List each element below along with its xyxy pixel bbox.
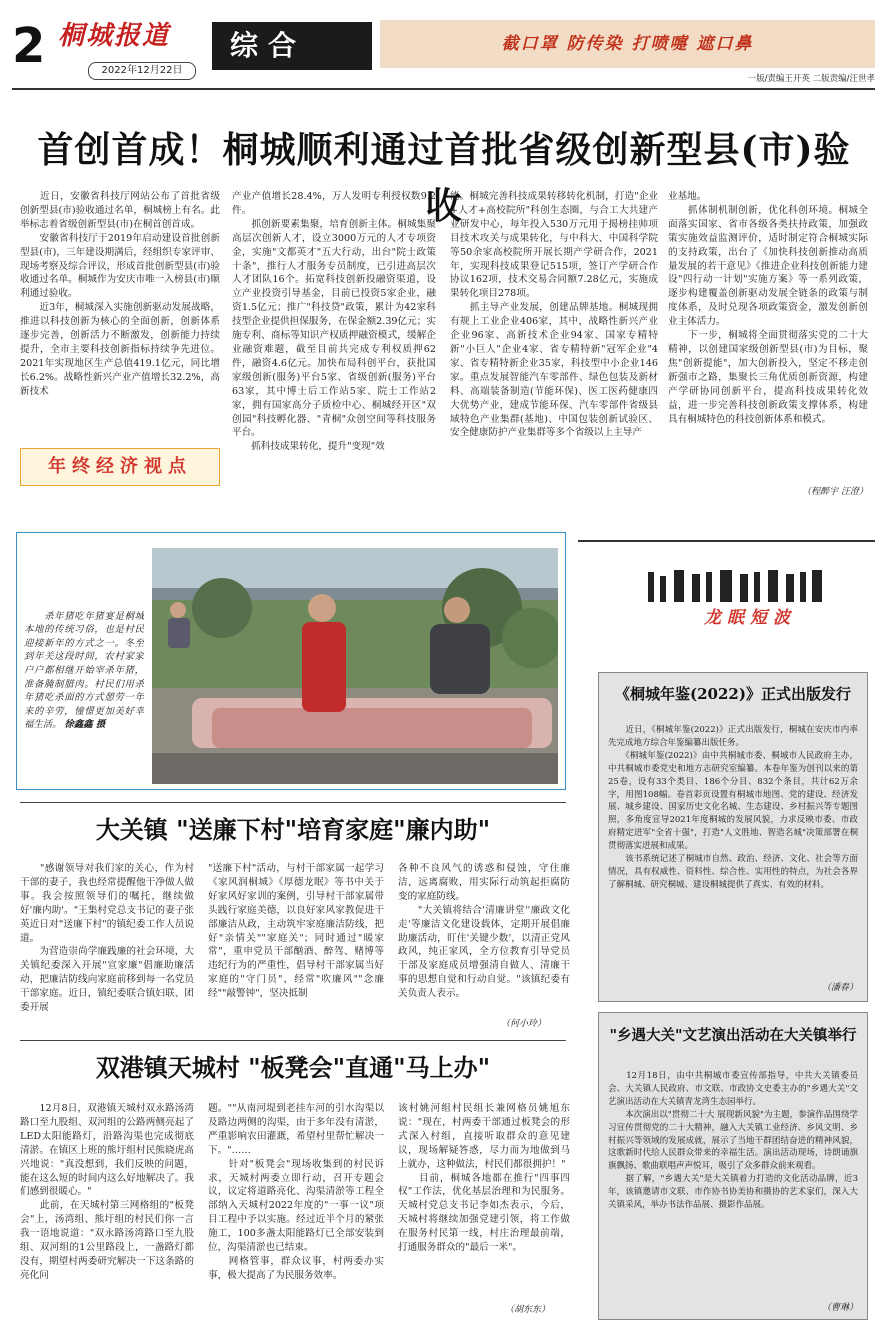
slogan-text: 截口罩 防传染 打喷嚏 遮口鼻 — [501, 34, 754, 54]
lead-signature: （程醉宇 汪澄） — [802, 487, 868, 497]
story2-column-2: "送廉下村"活动，与村干部家属一起学习《家风润桐城》《厚德龙眠》等书中关于好家风好家训的案例，引导村干部家属带头践行家庭美德，以良好家风家教促进干部廉洁从政，主动筑牢家庭廉洁防线，把好"亲情关""家庭关"；同时通过"暖家常"，重申党员干部酗酒、醉驾、赌博等违纪行为的严重性，倡导村干部家属当好家庭的"守门员"，经常"吹廉风""念廉经""敲警钟"，坚决抵制 — [208, 863, 384, 1000]
story3-column-3: 该村姚河组村民组长兼网格员姚旭东说："现在，村两委干部通过板凳会的形式深入村组，直接听取群众的意见建议，现场解疑答惑，尽力而为地做到马上就办，这种做法，村民们都很拥护！" 目前，桐城各地都在推行"四事四权"工作法，优化基层治理和为民服务。天城村党总支书记李如杰表示，今后，天城村将继续加强党建引领，将工作做在服务村民第一线，村庄治理最前端，打通服务群众的"最后一米"。 — [398, 1103, 570, 1254]
yearbook-title: 《桐城年鉴(2022)》正式出版发行 — [615, 685, 851, 703]
story2-headline: 大关镇 "送廉下村"培育家庭"廉内助" — [95, 815, 491, 844]
lead-headline: 首创首成！桐城顺利通过首批省级创新型县(市)验收 — [37, 129, 851, 227]
news-photo — [152, 548, 558, 784]
pig-butchering-photo — [152, 548, 558, 784]
column-banner-label: 龙眠短波 — [704, 608, 796, 628]
paper-logo: 桐城报道 — [58, 21, 171, 51]
photo-credit: 徐鑫鑫 摄 — [64, 719, 106, 731]
masthead-divider — [12, 88, 875, 90]
story2-column-1: "感谢领导对我们家的关心，作为村干部的妻子，我也经常提醒他干净做人做事。我会按照领导们的嘱托，继续做好'廉内助'。"王集村党总支书记的妻子张英近日对"送廉下村"的镇纪委工作人员说道。 为营造崇尚学廉践廉的社会环境，大关镇纪委深入开展"宣家廉"倡廉助廉活动，把廉洁防线向家庭前移到每一名党员干部家庭。近日，镇纪委联合镇妇联、团委开展 — [20, 863, 194, 1014]
photo-caption — [24, 596, 144, 782]
yearbook-text: 近日，《桐城年鉴(2022)》正式出版发行，桐城在安庆市内率先完成地方综合年鉴编纂出版任务。 《桐城年鉴(2022)》由中共桐城市委、桐城市人民政府主办，中共桐城市委党史和地方志研究室编纂。本卷年鉴为创刊以来的第25卷，设有33个类目、186个分目、832个条目，共计62万余字，用图108幅。卷首彩页设置有桐城市地图、党的建设、经济发展、城乡建设、国家历史文化名城、生态建设、乡村振兴等专题图照，多角度宣导2021年度桐城的发展风貌，力求反映市委、市政府精定进军"全省十强"，打造"人文胜地、智造名城"决策部署在桐贯彻落实进展和成果。 该书系统记述了桐城市自然、政治、经济、文化、社会等方面情况，具有权威性、资料性、综合性、实用性的特点，为社会各界了解桐城、研究桐城、建设桐城提供了真实、有效的材料。 — [608, 725, 858, 890]
editors-line: 一版/责编王开英 二版责编/汪世孝 — [747, 74, 875, 84]
column-label: 年终经济视点 — [48, 456, 192, 477]
page-number: 2 — [12, 18, 46, 74]
lead-column-4: 业基地。 抓体制机制创新，优化科创环境。桐城全面落实国家、省市各级各类扶持政策，加强政策实施效益监测评价，适时制定符合桐城实际的支持政策，出台了《加快科技创新推动高质量发展的若干意见》《推进企业科技创新能力建设"四行动一计划"实施方案》等一系列政策，逐步构建覆盖创新驱动发展全链条的政策与制度体系，及时兑现各项政策资金，激发创新创业主体活力。 下一步，桐城将全面贯彻落实党的二十大精神，以创建国家级创新型县(市)为目标，聚焦"创新提能"，加大创新投入，坚定不移走创新强市之路，集聚长三角优质创新资源，构建产学研协同创新平台，提高科技成果转化效益，进一步完善科技创新政策支撑体系，构建具有桐城特色的科技创新体系和模式。 — [668, 191, 868, 425]
performance-title: "乡遇大关"文艺演出活动在大关镇举行 — [609, 1027, 857, 1044]
lead-column-1: 近日，安徽省科技厅网站公布了首批省级创新型县(市)验收通过名单，桐城榜上有名。此举标志着省级创新型县(市)在桐首创首成。 安徽省科技厅于2019年启动建设首批创新型县(市)，三年建设期满后，经组织专家评审、现场考察及综合评议，形成首批创新型县(市)验收通过名单。桐城作为安庆市唯一入榜县(市)顺利通过验收。 近3年，桐城深入实施创新驱动发展战略，推进以科技创新为核心的全面创新，创新体系逐步完善，创新活力不断激发，创新能力持续提升，全市主要科技创新指标持续争先进位。2021年实现地区生产总值419.1亿元，同比增长6.2%。战略性新兴产业产值增长32.2%，高新技术 — [20, 191, 220, 397]
story3-column-1: 12月8日，双港镇天城村双永路汤湾路口至九股组、双河组的公路两侧亮起了LED太阳能路灯，沿路沟渠也完成彻底清淤。在镇区上班的熊圩组村民熊晓虎高兴地说："真没想到，我们反映的问题，能在这么短的时间内这么好地解决了。我们感到很暖心。" 此前，在天城村第三网格组的"板凳会"上，汤湾组、熊圩组的村民们你一言我一语地说道："双永路汤湾路口至九股组、双河组的1公里路段上，一盏路灯都没有，期望村两委研究解决一下这条路的亮化问 — [20, 1103, 194, 1281]
story2-divider — [20, 802, 566, 803]
photo-caption-text: 杀年猪吃年猪宴是桐城本地的传统习俗，也是村民迎接新年的方式之一。冬至到年关这段时间，农村家家户户都相继开始宰杀年猪，准备腌制腊肉。村民们用杀年猪吃杀面的方式憩劳一年来的辛劳，憧憬更加美好幸福生活。 — [24, 610, 144, 731]
issue-date: 2022年12月22日 — [88, 62, 196, 80]
story3-divider — [20, 1040, 566, 1041]
performance-signature: （曹琳） — [821, 1303, 858, 1313]
story2-signature: （何小玲） — [500, 1019, 546, 1029]
lead-column-2: 产业产值增长28.4%，万人发明专利授权数9.2件。 抓创新要素集聚，培育创新主体。桐城集聚高层次创新人才，设立3000万元的人才专项资金，实施"文都英才"五大行动，出台"院士政策十条"，推行人才服务专员制度，已引进高层次人才团队16个。拓宽科技创新投融资渠道，设立产业投资引导基金，目前已投资5家企业，融资1.5亿元；推广"科技贷"政策，累计为42家科技型企业提供担保服务，在保金额2.39亿元；实施专利、商标等知识产权质押融资模式，缓解企业融资难题，截至目前共完成专利权质押62件，融资4.6亿元。加快布局科创平台，获批国家级创新(服务)平台5家、省级创新(服务)平台63家，其中博士后工作站5家、院士工作站2家，拥有国家高分子质检中心、桐城经开区"双创园"科技孵化器、"青桐"众创空间等科技服务平台。 抓科技成果转化，提升"变现"效 — [232, 191, 436, 453]
lead-column-3: 能。桐城完善科技成果转移转化机制，打造"企业+人才+高校院所"科创生态圈，与合工大共建产业研发中心，每年投入530万元用于揭榜挂帅项目技术攻关与成果转化，与中科大、中国科学院等50余家高校院所开展长期产学研合作，2021年，实现科技成果登记515项，签订产学研合作协议162项，技术交易合同额7.28亿元，实施成果转化项目278项。 抓主导产业发展，创建品牌基地。桐城现拥有规上工业企业406家，其中，战略性新兴产业企业96家、高新技术企业94家、国家专精特新"小巨人"企业4家、省专精特新"冠军企业"4家、省专精特新企业35家，科技型中小企业146家。重点发展智能汽车零部件、绿色包装及新材料、高端装备制造(节能环保)、医工医药健康四大优势产业，建成节能环保、汽车零部件省级县域特色产业集群(基地)、中国包装创新试验区、安全健康防护产业集群等多个省级以上主导产 — [450, 191, 658, 439]
story2-column-3: 各种不良风气的诱惑和侵蚀，守住廉洁，远离腐败，用实际行动筑起拒腐防变的家庭防线。 "大关镇将结合'清廉讲堂''廉政文化走'等廉洁文化建设载体，定期开展倡廉助廉活动，盯住'关键少数'，以清正党风政风，纯正家风，全方位教育引导党员干部及家庭成员增强清自做人、清廉干事的思想自觉和行动自觉。"该镇纪委有关负责人表示。 — [398, 863, 570, 1000]
story3-column-2: 题。""从南河堤到老挂车河的引水沟渠以及路边两侧的沟渠，由于多年没有清淤，严重影响农田灌溉，希望村里帮忙解决一下。"…… 针对"板凳会"现场收集到的村民诉求，天城村两委立即行动，召开专题会议，议定将道路亮化、沟渠清淤等工程全部纳入天城村2022年度的"一事一议"项目工程中予以实施。经过近半个月的紧张施工，100多盏太阳能路灯已全部安装到位，沟渠清淤也已结束。 网格管事，群众议事，村两委办实事，极大提高了为民服务效率。 — [208, 1103, 384, 1281]
performance-text: 12月18日，由中共桐城市委宣传部指导，中共大关镇委员会、大关镇人民政府、市文联、市政协文史委主办的"乡遇大关"文艺演出活动在大关镇青龙湾生态园举行。 本次演出以"贯彻二十大 展现新风貌"为主题，参演作品围绕学习宣传贯彻党的二十大精神，融入大关镇工业经济、乡风文明、乡村振兴等领域的发展成就，展示了当地干群团结奋进的精神风貌，这歌新时代给人民群众带来的幸福生活。演出活动现场，诗朗诵旗旗飘扬、歌曲联唱声声悦耳，吸引了众多群众前来观看。 据了解，"乡遇大关"是大关镇着力打造的文化活动品牌，近3年，该镇邀请市文联、市作协书协美协和摄协的艺术家们，深入大关镇采风，举办书法作品展、摄影作品展。 — [608, 1071, 858, 1211]
story3-headline: 双港镇天城村 "板凳会"直通"马上办" — [95, 1053, 491, 1082]
yearbook-signature: （潘春） — [821, 983, 858, 993]
right-top-divider — [578, 540, 875, 542]
story3-signature: （胡东东） — [504, 1305, 550, 1315]
section-title: 综合 — [212, 22, 372, 70]
